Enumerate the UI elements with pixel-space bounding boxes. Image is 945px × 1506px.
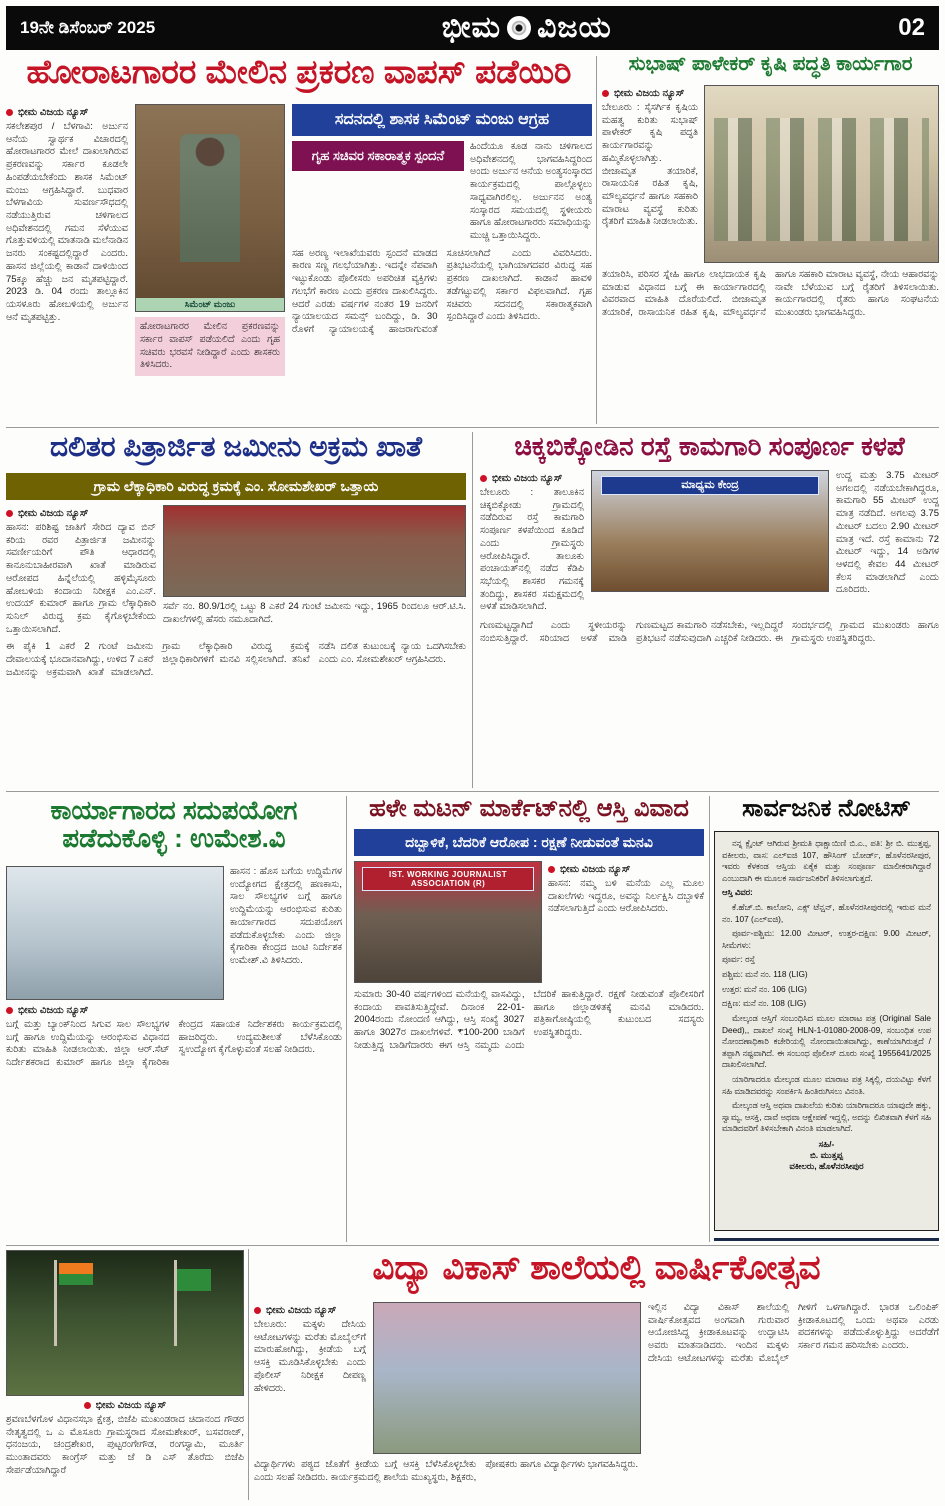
notice-box <box>714 831 939 1231</box>
byline-bullet-icon <box>6 109 13 116</box>
notice-paragraph: ಉತ್ತರ: ಮನೆ ನಂ. 106 (LIG) <box>722 983 807 994</box>
article-case-withdraw <box>6 54 592 424</box>
article-body: ಬೇಲೂರು: ಮಕ್ಕಳು ದೇಸಿಯ ಆಟೋಟಗಳನ್ನು ಮರೆತು ಮೊಬೈಲ್‌ಗೆ ಮಾರುಹೋಗಿದ್ದು, ಕ್ರೀಡೆಯ ಬಗ್ಗೆ ಆಸಕ್ತಿ ಮೂಡಿಸಿಕೊಳ್ಳಬೇಕು ಎಂದು ಪೊಲೀಸ್ ನಿರೀಕ್ಷಕ ದೀಪಣ್ಣ ಹೇಳಿದರು. <box>254 1319 366 1394</box>
farmers-group-photo <box>704 85 939 263</box>
notice-paragraph: ಮೇಲ್ಕಂಡ ಆಸ್ತಿಗೆ ಸಂಬಂಧಿಸಿದ ಮೂಲ ಮಾರಾಟ ಪತ್ರ (Original Sale Deed),, ದಾಖಲೆ ಸಂಖ್ಯೆ HLN-1-01080-2008-09, ಸಂಬಂಧಿತ ಉಪ ನೋಂದಣಾಧಿಕಾರಿ ಕಚೇರಿಯಲ್ಲಿ ನೋಂದಾಯಿತವಾಗಿದ್ದು, ಕಾಣೆಯಾಗಿರುತ್ತದೆ / ತಪ್ಪಾಗಿ ನಷ್ಟವಾಗಿದೆ. ಈ ಸಂಬಂಧ ಪೊಲೀಸ್ ದೂರು ಸಂಖ್ಯೆ 1955641/2025 ದಾಖಲಿಸಲಾಗಿದೆ. <box>722 1012 931 1070</box>
edition-date: 19ನೇ ಡಿಸೆಂಬರ್ 2025 <box>20 18 156 37</box>
notice-signature <box>722 1139 931 1172</box>
masthead-logo-icon <box>507 16 531 40</box>
article-road-work <box>480 432 939 788</box>
notice-paragraph: ಪಶ್ಚಿಮ: ಮನೆ ನಂ. 118 (LIG) <box>722 969 808 980</box>
notice-paragraph: ಆಸ್ತಿ ವಿವರ: <box>722 887 753 898</box>
column-divider <box>596 56 597 424</box>
notice-paragraph: ಮೇಲ್ಕಂಡ ಆಸ್ತಿ ಅಥವಾ ದಾಖಲೆಯ ಕುರಿತು ಯಾರಿಗಾದರೂ ಯಾವುದೇ ಹಕ್ಕು, ಸ್ವಾಮ್ಯ, ಆಸಕ್ತಿ, ದಾವೆ ಅಥವಾ ಆಕ್ಷೇಪಣೆ ಇದ್ದಲ್ಲಿ, ಅದನ್ನು ಲಿಖಿತವಾಗಿ ಕೆಳಗೆ ಸಹಿ ಮಾಡಿದವರಿಗೆ ತಿಳಿಸಬೇಕಾಗಿ ವಿನಂತಿ ಮಾಡಲಾಗಿದೆ. <box>722 1100 931 1134</box>
newspaper-title <box>442 11 612 45</box>
byline-text: ಭೀಮ ವಿಜಯ ನ್ಯೂಸ್ <box>266 1305 337 1316</box>
section-divider <box>6 791 939 792</box>
byline-bullet-icon <box>84 1402 91 1409</box>
section-divider <box>6 1245 939 1246</box>
column-divider <box>346 796 347 1242</box>
photo-banner-text: ಮಾಧ್ಯಮ ಕೇಂದ್ರ <box>601 476 818 495</box>
article-body-columns <box>6 641 466 759</box>
notice-sign-mark: ಸಹಿ/- <box>818 1139 835 1150</box>
byline <box>6 508 156 519</box>
workshop-photo <box>6 866 224 1000</box>
article-body-columns <box>480 620 939 788</box>
journalists-photo <box>354 861 542 983</box>
article-body: ಇಲ್ಲಿನ ವಿದ್ಯಾ ವಿಕಾಸ್ ಶಾಲೆಯಲ್ಲಿ ವಾರ್ಷಿಕೋತ್ಸವದ ಅಂಗವಾಗಿ ಗುರುವಾರ ಆಯೋಜಿಸಿದ್ದ ಕ್ರೀಡಾಕೂಟವನ್ನು ಉದ್ಘಾಟಿಸಿ ಅವರು ಮಾತನಾಡಿದರು. ಇಂದಿನ ಮಕ್ಕಳು ದೇಸಿಯ ಆಟೋಟಗಳನ್ನು ಮರೆತು ಮೊಬೈಲ್ ಗೀಳಿಗೆ ಒಳಗಾಗಿದ್ದಾರೆ. ಭಾರತ ಒಲಿಂಪಿಕ್ ಕ್ರೀಡಾಕೂಟದಲ್ಲಿ ಒಂದು ಅಥವಾ ಎರಡು ಪದಕಗಳನ್ನು ಪಡೆದುಕೊಳ್ಳುತ್ತಿದ್ದು ಅದರೆಡೆಗೆ ಸರ್ಕಾರ ಗಮನ ಹರಿಸಬೇಕು ಎಂದರು. <box>648 1302 939 1364</box>
article-farming-workshop <box>602 54 939 424</box>
notice-paragraph: ನನ್ನ ಕ್ಲೈಂಟ್ ಆಗಿರುವ ಶ್ರೀಮತಿ ಧಾಕ್ಷಾಯಿಣಿ ಬಿ.ಎ., ಪತಿ: ಶ್ರೀ ಬಿ. ಮುತ್ತಪ್ಪ, ವಕೀಲರು, ವಾಸ: ಎಲ್‌ಐಜಿ 107, ಹೌಸಿಂಗ್ ಬೋರ್ಡ್, ಹೊಳೆನರಸೀಪುರ, ಇವರು ಕೆಳಕಂಡ ಆಸ್ತಿಯ ಏಕೈಕ ಮತ್ತು ಸಂಪೂರ್ಣ ಮಾಲೀಕರಾಗಿದ್ದಾರೆ ಎಂಬುದಾಗಿ ಈ ಮೂಲಕ ಸಾರ್ವಜನಿಕರಿಗೆ ತಿಳಿಸಲಾಗುತ್ತದೆ. <box>722 838 931 883</box>
notice-paragraph: ಯಾರಿಗಾದರೂ ಮೇಲ್ಕಂಡ ಮೂಲ ಮಾರಾಟ ಪತ್ರ ಸಿಕ್ಕಲ್ಲಿ, ದಯವಿಟ್ಟು ಕೆಳಗೆ ಸಹಿ ಮಾಡಿದವರನ್ನು ಸಂಪರ್ಕಿಸಿ ಹಿಂತಿರುಗಿಸಲು ವಿನಂತಿ. <box>722 1073 931 1096</box>
subhead-maroon-box: ಗೃಹ ಸಚಿವರ ಸಕಾರಾತ್ಮಕ ಸ್ಪಂದನೆ <box>292 141 464 171</box>
article-body: ಸಕಲೇಶಪುರ / ಬೆಳಗಾವಿ: ಅರ್ಜುನ ಆನೆಯ ಸ್ವಾರ್ಥಕ ವಿಚಾರದಲ್ಲಿ ಹೋರಾಟಗಾರರ ಮೇಲೆ ದಾಖಲಾಗಿರುವ ಪ್ರಕರಣವನ್ನು ಸರ್ಕಾರ ಕೂಡಲೇ ಹಿಂಪಡೆಯಬೇಕೆಂದು ಶಾಸಕ ಸಿಮೆಂಟ್ ಮಂಜು ಆಗ್ರಹಿಸಿದ್ದಾರೆ. ಬುಧವಾರ ಬೆಳಗಾವಿಯ ಸುವರ್ಣಸೌಧದಲ್ಲಿ ನಡೆಯುತ್ತಿರುವ ಚಳಿಗಾಲದ ಅಧಿವೇಶನದಲ್ಲಿ ಗಮನ ಸೆಳೆಯುವ ಗೊತ್ತುವಳಿಯಲ್ಲಿ ಮಾತನಾಡಿ ಮಲೆನಾಡಿನ ಜನರು ಸಂಕಷ್ಟದಲ್ಲಿದ್ದಾರೆ ಎಂದರು. ಹಾಸನ ಜಿಲ್ಲೆಯಲ್ಲಿ ಕಾಡಾನೆ ದಾಳಿಯಿಂದ 75ಕ್ಕೂ ಹೆಚ್ಚು ಜನ ಮೃತಪಟ್ಟಿದ್ದಾರೆ. 2023 ಡಿ. 04 ರಂದು ತಾಲ್ಲೂಕಿನ ಯಸಳೂರು ಹೋಬಳಿಯಲ್ಲಿ ಅರ್ಜುನ ಆನೆ ಮೃತಪಟ್ಟಿತ್ತು. <box>6 121 128 323</box>
article-mutton-market <box>354 796 704 1242</box>
assembly-speaker-photo <box>135 104 285 312</box>
byline-text: ಭೀಮ ವಿಜಯ ನ್ಯೂಸ್ <box>18 508 89 519</box>
notice-sign-title: ವಕೀಲರು, ಹೊಳೆನರಸೀಪುರ <box>789 1161 864 1172</box>
article-body-columns <box>602 269 939 407</box>
headline-workshop-use: ಕಾರ್ಯಾಗಾರದ ಸದುಪಯೋಗ ಪಡೆದುಕೊಳ್ಳಿ : ಉಮೇಶ.ವಿ <box>50 796 298 854</box>
notice-title: ಸಾರ್ವಜನಿಕ ನೋಟಿಸ್ <box>742 796 911 822</box>
byline <box>254 1305 366 1316</box>
school-group-photo <box>373 1302 641 1454</box>
byline-text: ಭೀಮ ವಿಜಯ ನ್ಯೂಸ್ <box>95 1400 167 1411</box>
byline-bullet-icon <box>602 90 609 97</box>
byline-bullet-icon <box>254 1307 261 1314</box>
article-body: ಹಾಸನ: ಪರಿಶಿಷ್ಟ ಜಾತಿಗೆ ಸೇರಿದ ದ್ಯಾವ ಬಿನ್ ಕರಿಯ ರವರ ಪಿತ್ರಾರ್ಜಿತ ಜಮೀನನ್ನು ಸವರ್ಣೀಯರಿಗೆ ಪೌತಿ ಆಧಾರದಲ್ಲಿ ಕಾನೂನುಬಾಹೀರವಾಗಿ ಖಾತೆ ಮಾಡಿರುವ ಆರೋಪದ ಹಿನ್ನೆಲೆಯಲ್ಲಿ ಹಳ್ಳಿಮೈಸೂರು ಹೋಬಳಿಯ ಕಂದಾಯ ನಿರೀಕ್ಷಕ ಎಂ.ಎನ್. ಉದಯ್ ಕುಮಾರ್ ಹಾಗೂ ಗ್ರಾಮ ಲೆಕ್ಕಾಧಿಕಾರಿ ಸುನಿಲ್ ವಿರುದ್ಧ ಕ್ರಮ ಕೈಗೊಳ್ಳಬೇಕೆಂದು ಒತ್ತಾಯಿಸಲಾಗಿದೆ. <box>6 522 156 635</box>
article-body: ಬೇಲೂರು : ತಾಲೂಕಿನ ಚಿಕ್ಕಬಿಕ್ಕೋಡು ಗ್ರಾಮದಲ್ಲಿ ನಡೆದಿರುವ ರಸ್ತೆ ಕಾಮಗಾರಿ ಸಂಪೂರ್ಣ ಕಳಪೆಯಿಂದ ಕೂಡಿದೆ ಎಂದು ಗ್ರಾಮಸ್ಥರು ಆರೋಪಿಸಿದ್ದಾರೆ. ತಾಲೂಕು ಪಂಚಾಯತ್‌ನಲ್ಲಿ ನಡೆದ ಕೆಡಿಪಿ ಸಭೆಯಲ್ಲಿ ಶಾಸಕರ ಗಮನಕ್ಕೆ ತಂದಿದ್ದು, ಶಾಸಕರ ಸಮಕ್ಷಮದಲ್ಲಿ ಅಳತೆ ಮಾಡಿಸಲಾಗಿದೆ. <box>480 487 584 613</box>
headline-mutton-market: ಹಳೇ ಮಟನ್ ಮಾರ್ಕೆಟ್‌ನಲ್ಲಿ ಆಸ್ತಿ ವಿವಾದ <box>369 796 689 822</box>
article-workshop-use <box>6 796 342 1242</box>
article-body-columns <box>6 1019 342 1225</box>
byline <box>548 864 704 875</box>
column-divider <box>709 796 710 1242</box>
article-body: ಹಿಂದೆಯೂ ಕೂಡ ನಾನು ಚಳಿಗಾಲದ ಅಧಿವೇಶನದಲ್ಲಿ ಭಾಗವಹಿಸಿದ್ದರಿಂದ ಅಂದು ಅರ್ಜುನ ಆನೆಯ ಅಂತ್ಯಸಂಸ್ಕಾರದ ಕಾರ್ಯಕ್ರಮದಲ್ಲಿ ಪಾಲ್ಗೊಳ್ಳಲು ಸಾಧ್ಯವಾಗಿರಲಿಲ್ಲ. ಅರ್ಜುನನ ಅಂತ್ಯ ಸಂಸ್ಕಾರದ ಸಮಯದಲ್ಲಿ ಸ್ಥಳೀಯರು ಹಾಗೂ ಹೋರಾಟಗಾರರು ಸಮಾಧಿಯನ್ನು ಮುಚ್ಚಿ ಒತ್ತಾಯಿಸಿದ್ದರು. <box>470 141 592 242</box>
article-dalit-land <box>6 432 466 788</box>
byline-text: ಭೀಮ ವಿಜಯ ನ್ಯೂಸ್ <box>560 864 631 875</box>
photo-news-caption: ಶ್ರವಣಬೆಳಗೊಳ ವಿಧಾನಸಭಾ ಕ್ಷೇತ್ರ, ಬಿಜೆಪಿ ಮುಖಂಡರಾದ ಚಿದಾನಂದ ಗೌಡರ ನೇತೃತ್ವದಲ್ಲಿ ಒ ಎ ಮೊಸೂರು ಗ್ರಾಮಸ್ಥರಾದ ಸೋಮಶೇಖರ್, ಬಸವರಾಜ್, ಧನಂಜಯ, ಚಂದ್ರಶೇಖರ, ಪುಟ್ಟರಂಗೇಗೌಡ, ರಂಗಸ್ವಾಮಿ, ಮೂರ್ತಿ ಮುಂತಾದವರು ಕಾಂಗ್ರೆಸ್ ಮತ್ತು ಜೆ ಡಿ ಎಸ್ ತೊರೆದು ಬಿಜೆಪಿ ಸೇರ್ಪಡೆಯಾಗಿದ್ದಾರೆ <box>6 1414 244 1476</box>
public-notice <box>714 796 939 1242</box>
byline <box>6 1400 244 1411</box>
article-body: ತಯಾರಿಸಿ, ಪರಿಸರ ಸ್ನೇಹಿ ಹಾಗೂ ಲಾಭದಾಯಕ ಕೃಷಿ ಮಾಡುವ ವಿಧಾನದ ಬಗ್ಗೆ ಈ ಕಾರ್ಯಾಗಾರದಲ್ಲಿ ವಿವರವಾದ ಮಾಹಿತಿ ದೊರೆಯಲಿದೆ. ಬೀಜಾಮೃತ ತಯಾರಿಕೆ, ರಾಸಾಯನಿಕ ರಹಿತ ಕೃಷಿ, ಮೌಲ್ಯವರ್ಧನೆ ಹಾಗೂ ಸಹಕಾರಿ ಮಾರಾಟ ವ್ಯವಸ್ಥೆ, ನೇಯ ಆಹಾರವನ್ನು ನಾವೇ ಬೆಳೆಯುವ ಬಗ್ಗೆ ರೈತರಿಗೆ ತಿಳಿಸಲಾಯಿತು. ಕಾರ್ಯಗಾರದಲ್ಲಿ ರೈತರು ಹಾಗೂ ಸಂಘಟನೆಯ ಮುಖಂಡರು ಭಾಗವಹಿಸಿದ್ದರು. <box>602 269 939 319</box>
notice-paragraph: ಪೂರ್ವ-ಪಶ್ಚಿಮ: 12.00 ಮೀಟರ್, ಉತ್ತರ-ದಕ್ಷಿಣ: 9.00 ಮೀಟರ್, ಸೀಮೆಗಳು: <box>722 928 931 950</box>
article-body: ಉದ್ದ ಮತ್ತು 3.75 ಮೀಟರ್ ಅಗಲದಲ್ಲಿ ನಡೆಯಬೇಕಾಗಿದ್ದರೂ, ಕಾಮಗಾರಿ 55 ಮೀಟರ್ ಉದ್ದ ಮಾತ್ರ ನಡೆದಿದೆ. ಅಗಲವು 3.75 ಮೀಟರ್ ಬದಲು 2.90 ಮೀಟರ್ ಮಾತ್ರ ಇದೆ. ರಸ್ತೆ ಕಾಮಾನು 72 ಮೀಟರ್ ಇದ್ದು, 14 ಅಡಿಗಳ ಆಳದಲ್ಲಿ ಕೇವಲ 44 ಮೀಟರ್ ಕೆಲಸ ಮಾಡಲಾಗಿದೆ ಎಂದು ದೂರಿದರು. <box>836 470 939 596</box>
byline <box>6 107 128 118</box>
article-body: ಹಾಸನ : ಹೊಸ ಬಗೆಯ ಉದ್ದಿಮೆಗಳ ಉದ್ಯೋಗದ ಕ್ಷೇತ್ರದಲ್ಲಿ ಹಣಕಾಸು, ಸಾಲ ಸೌಲಭ್ಯಗಳ ಬಗ್ಗೆ ಹಾಗೂ ಉದ್ದಿಮೆಯನ್ನು ಆರಂಭಿಸುವ ಕುರಿತು ಕಾರ್ಯಾಗಾರದ ಸದುಪಯೋಗ ಪಡೆದುಕೊಳ್ಳಬೇಕು ಎಂದು ಜಿಲ್ಲಾ ಕೈಗಾರಿಕಾ ಕೇಂದ್ರದ ಜಂಟಿ ನಿರ್ದೇಶಕ ಉಮೇಶ್.ವಿ ತಿಳಿಸಿದರು. <box>230 866 342 967</box>
page-number: 02 <box>898 14 925 41</box>
headline-annual-day: ವಿದ್ಯಾ ವಿಕಾಸ್ ಶಾಲೆಯಲ್ಲಿ ವಾರ್ಷಿಕೋತ್ಸವ <box>372 1250 821 1287</box>
article-body: ಸಹ ಅರಣ್ಯ ಇಲಾಖೆಯವರು ಸ್ಪಂದನೆ ಮಾಡದ ಕಾರಣ ಸಣ್ಣ ಗಲಭೆಯಾಗಿತ್ತು. ಇದನ್ನೇ ನೆಪವಾಗಿ ಇಟ್ಟುಕೊಂಡು ಪೊಲೀಸರು ಅಪರಿಚಿತ ವ್ಯಕ್ತಿಗಳು ಗಲಭೆಗೆ ಕಾರಣ ಎಂದು ಪ್ರಕರಣ ದಾಖಲಿಸಿದ್ದರು. ಆದರೆ ಎರಡು ವರ್ಷಗಳ ನಂತರ 19 ಜನರಿಗೆ ನ್ಯಾಯಾಲಯದ ಸಮನ್ಸ್ ಬಂದಿದ್ದು, ಡಿ. 30 ರೊಳಗೆ ನ್ಯಾಯಾಲಯಕ್ಕೆ ಹಾಜರಾಗುವಂತೆ ಸೂಚಿಸಲಾಗಿದೆ ಎಂದು ವಿವರಿಸಿದರು. <box>292 247 592 336</box>
article-body: ಬಗ್ಗೆ ಮತ್ತು ಬ್ಯಾಂಕ್‌ನಿಂದ ಸಿಗುವ ಸಾಲ ಸೌಲಭ್ಯಗಳ ಬಗ್ಗೆ ಹಾಗೂ ಉದ್ದಿಮೆಯನ್ನು ಆರಂಭಿಸುವ ವಿಧಾನದ ಕುರಿತು ಮಾಹಿತಿ ನೀಡಲಾಯಿತು. ಜಿಲ್ಲಾ ಆರ್.ಸೆಟ್ ನಿರ್ದೇಶಕರಾದ ಕುಮಾರ್ ಹಾಗೂ ಜಿಲ್ಲಾ ಕೈಗಾರಿಕಾ ಕೇಂದ್ರದ ಸಹಾಯಕ ನಿರ್ದೇಶಕರು ಕಾರ್ಯಕ್ರಮದಲ್ಲಿ ಹಾಜರಿದ್ದರು. ಉದ್ಯಮಶೀಲತೆ ಬೆಳೆಸಿಕೊಂಡು ಸ್ವಉದ್ಯೋಗ ಕೈಗೊಳ್ಳುವಂತೆ ಸಲಹೆ ನೀಡಿದರು. <box>6 1019 342 1069</box>
headline-case-withdraw: ಹೋರಾಟಗಾರರ ಮೇಲಿನ ಪ್ರಕರಣ ವಾಪಸ್ ಪಡೆಯಿರಿ <box>26 54 572 90</box>
byline-text: ಭೀಮ ವಿಜಯ ನ್ಯೂಸ್ <box>614 88 685 99</box>
article-body-columns <box>254 1459 939 1493</box>
notice-paragraph: ದಕ್ಷಿಣ: ಮನೆ ನಂ. 108 (LIG) <box>722 998 807 1009</box>
headline-dalit-land: ದಲಿತರ ಪಿತ್ರಾರ್ಜಿತ ಜಮೀನು ಅಕ್ರಮ ಖಾತೆ <box>50 432 422 462</box>
article-annual-day <box>254 1250 939 1500</box>
column-divider <box>248 1249 249 1500</box>
subhead-blue-bar: ಸದನದಲ್ಲಿ ಶಾಸಕ ಸಿಮೆಂಟ್ ಮಂಜು ಆಗ್ರಹ <box>292 104 592 136</box>
article-body-columns <box>354 989 704 1237</box>
flags-outdoor-photo <box>6 1250 244 1396</box>
article-body: ವಿದ್ಯಾರ್ಥಿಗಳು ಪಠ್ಯದ ಜೊತೆಗೆ ಕ್ರೀಡೆಯ ಬಗ್ಗೆ ಆಸಕ್ತಿ ಬೆಳೆಸಿಕೊಳ್ಳಬೇಕು ಎಂದು ಸಲಹೆ ನೀಡಿದರು. ಕಾರ್ಯಕ್ರಮದಲ್ಲಿ ಶಾಲೆಯ ಮುಖ್ಯಸ್ಥರು, ಶಿಕ್ಷಕರು, ಪೋಷಕರು ಹಾಗೂ ವಿದ್ಯಾರ್ಥಿಗಳು ಭಾಗವಹಿಸಿದ್ದರು. <box>254 1459 639 1483</box>
byline <box>602 88 698 99</box>
byline-bullet-icon <box>6 510 13 517</box>
notice-sign-name: ಬಿ. ಮುತ್ತಪ್ಪ <box>810 1150 843 1161</box>
notice-bottom-rule <box>714 1238 939 1241</box>
newspaper-title-right: ವಿಜಯ <box>537 11 612 44</box>
masthead <box>6 6 939 50</box>
article-body: ಪ್ರತಿಭಟನೆಯಲ್ಲಿ ಭಾಗಿಯಾಗದವರ ವಿರುದ್ಧ ಸಹ ಪ್ರಕರಣ ದಾಖಲಾಗಿದೆ. ಕಾಡಾನೆ ಹಾವಳಿ ತಡೆಗಟ್ಟುವಲ್ಲಿ ಸರ್ಕಾರ ವಿಫಲವಾಗಿದೆ. ಗೃಹ ಸಚಿವರು ಸದನದಲ್ಲಿ ಸಕಾರಾತ್ಮಕವಾಗಿ ಸ್ಪಂದಿಸಿದ್ದಾರೆ ಎಂದು ತಿಳಿಸಿದರು. <box>446 260 592 323</box>
article-body: ಈ ಪೈಕಿ 1 ಎಕರೆ 2 ಗುಂಟೆ ಜಮೀನು ದೇವಾಲಯಕ್ಕೆ ಭೂದಾನವಾಗಿದ್ದು, ಉಳಿದ 7 ಎಕರೆ ಜಮೀನನ್ನು ಅಕ್ರಮವಾಗಿ ಖಾತೆ ಮಾಡಲಾಗಿದೆ. ಗ್ರಾಮ ಲೆಕ್ಕಾಧಿಕಾರಿ ವಿರುದ್ಧ ಕ್ರಮಕ್ಕೆ ಜಿಲ್ಲಾಧಿಕಾರಿಗಳಿಗೆ ಮನವಿ ಸಲ್ಲಿಸಲಾಗಿದೆ. ತನಿಖೆ ನಡೆಸಿ ದಲಿತ ಕುಟುಂಬಕ್ಕೆ ನ್ಯಾಯ ಒದಗಿಸಬೇಕು ಎಂದು ಎಂ. ಸೋಮಶೇಖರ್ ಆಗ್ರಹಿಸಿದರು. <box>6 641 466 678</box>
article-bjp-join <box>6 1250 244 1500</box>
headline-road-work: ಚಿಕ್ಕಬಿಕ್ಕೋಡಿನ ರಸ್ತೆ ಕಾಮಗಾರಿ ಸಂಪೂರ್ಣ ಕಳಪೆ <box>514 432 905 461</box>
article-body-columns <box>648 1302 939 1454</box>
byline-bullet-icon <box>480 475 487 482</box>
article-body-columns <box>292 248 592 424</box>
subhead-olive-bar: ಗ್ರಾಮ ಲೆಕ್ಕಾಧಿಕಾರಿ ವಿರುದ್ಧ ಕ್ರಮಕ್ಕೆ ಎಂ. ಸೋಮಶೇಖರ್ ಒತ್ತಾಯ <box>6 473 466 500</box>
headline-farming-workshop: ಸುಭಾಷ್ ಪಾಳೇಕರ್ ಕೃಷಿ ಪದ್ಧತಿ ಕಾರ್ಯಗಾರ <box>628 54 913 75</box>
dais-event-photo <box>163 505 466 597</box>
byline <box>480 473 584 484</box>
press-meet-photo <box>591 470 829 592</box>
subhead-blue-bar: ದಬ್ಬಾಳಿಕೆ, ಬೆದರಿಕೆ ಆರೋಪ : ರಕ್ಷಣೆ ನೀಡುವಂತೆ ಮನವಿ <box>354 829 704 856</box>
highlight-paragraph: ಹೋರಾಟಗಾರರ ಮೇಲಿನ ಪ್ರಕರಣವನ್ನು ಸರ್ಕಾರ ವಾಪಸ್ ಪಡೆಯಲಿದೆ ಎಂದು ಗೃಹ ಸಚಿವರು ಭರವಸೆ ನೀಡಿದ್ದಾರೆ ಎಂದು ಶಾಸಕರು ತಿಳಿಸಿದರು. <box>135 317 285 376</box>
article-body: ಗುಣಮಟ್ಟದ್ದಾಗಿದೆ ಎಂದು ಸ್ಥಳೀಯರನ್ನು ನಂಬಿಸುತ್ತಿದ್ದಾರೆ. ಸರಿಯಾದ ಅಳತೆ ಮಾಡಿ ಗುಣಮಟ್ಟದ ಕಾಮಗಾರಿ ನಡೆಸಬೇಕು, ಇಲ್ಲದಿದ್ದರೆ ಪ್ರತಿಭಟನೆ ನಡೆಸುವುದಾಗಿ ಎಚ್ಚರಿಕೆ ನೀಡಿದರು. ಈ ಸಂದರ್ಭದಲ್ಲಿ ಗ್ರಾಮದ ಮುಖಂಡರು ಹಾಗೂ ಗ್ರಾಮಸ್ಥರು ಉಪಸ್ಥಿತರಿದ್ದರು. <box>480 620 939 644</box>
article-body: ಸುಮಾರು 30-40 ವರ್ಷಗಳಿಂದ ಮನೆಯಲ್ಲಿ ವಾಸವಿದ್ದು, ಕಂದಾಯ ಪಾವತಿಸುತ್ತಿದ್ದೇವೆ. ದಿನಾಂಕ 22-01-2004ರಂದು ನೋಂದಣಿ ಆಗಿದ್ದು, ಆಸ್ತಿ ಸಂಖ್ಯೆ 3027 ಹಾಗೂ 3027ರ ದಾಖಲೆಗಳಿವೆ. ₹100-200 ಬಾಡಿಗೆ ನೀಡುತ್ತಿದ್ದ ಬಾಡಿಗೆದಾರರು ಈಗ ಆಸ್ತಿ ನಮ್ಮದು ಎಂದು ಬೆದರಿಕೆ ಹಾಕುತ್ತಿದ್ದಾರೆ. ರಕ್ಷಣೆ ನೀಡುವಂತೆ ಪೊಲೀಸರಿಗೆ ಹಾಗೂ ಜಿಲ್ಲಾಡಳಿತಕ್ಕೆ ಮನವಿ ಮಾಡಿದರು. ಪತ್ರಿಕಾಗೋಷ್ಠಿಯಲ್ಲಿ ಕುಟುಂಬದ ಸದಸ್ಯರು ಉಪಸ್ಥಿತರಿದ್ದರು. <box>354 989 704 1051</box>
column-divider <box>472 432 473 788</box>
notice-paragraph: ಪೂರ್ವ: ರಸ್ತೆ <box>722 954 756 965</box>
byline <box>6 1005 342 1016</box>
notice-paragraph: ಕೆ.ಹೆಚ್.ಬಿ. ಕಾಲೋನಿ, ಎಕ್ಸ್ ಟೆನ್ಷನ್, ಹೊಳೆನರಸೀಪುರದಲ್ಲಿ ಇರುವ ಮನೆ ನಂ. 107 (ಎಲ್‌ಐಜಿ), <box>722 902 931 924</box>
byline-text: ಭೀಮ ವಿಜಯ ನ್ಯೂಸ್ <box>18 107 89 118</box>
photo-banner-text: IST. WORKING JOURNALIST ASSOCIATION (R) <box>362 867 533 891</box>
article-body: ಬೇಲೂರು : ಸೈಸರ್ಗಿಕ ಕೃಷಿಯ ಮಹತ್ವ ಕುರಿತು ಸುಭಾಷ್ ಪಾಳೇಕರ್ ಕೃಷಿ ಪದ್ಧತಿ ಕಾರ್ಯಗಾರವನ್ನು ಹಮ್ಮಿಕೊಳ್ಳಲಾಗಿತ್ತು. ಬೀಜಾಮೃತ ತಯಾರಿಕೆ, ರಾಸಾಯನಿಕ ರಹಿತ ಕೃಷಿ, ಮೌಲ್ಯವರ್ಧನೆ ಹಾಗೂ ಸಹಕಾರಿ ಮಾರಾಟ ವ್ಯವಸ್ಥೆ ಕುರಿತು ರೈತರಿಗೆ ಮಾಹಿತಿ ನೀಡಲಾಯಿತು. <box>602 102 698 228</box>
section-divider <box>6 427 939 428</box>
byline-bullet-icon <box>6 1007 13 1014</box>
article-body: ಸರ್ವೆ ನಂ. 80.9/1ರಲ್ಲಿ ಒಟ್ಟು 8 ಎಕರೆ 24 ಗುಂಟೆ ಜಮೀನು ಇದ್ದು, 1965 ರಿಂದಲೂ ಆರ್.ಟಿ.ಸಿ. ದಾಖಲೆಗಳಲ್ಲಿ ಹೆಸರು ನಮೂದಾಗಿದೆ. <box>163 601 466 625</box>
article-body: ಹಾಸನ: ನಮ್ಮ ಬಳಿ ಮನೆಯ ಎಲ್ಲ ಮೂಲ ದಾಖಲೆಗಳು ಇದ್ದರೂ, ಅವನ್ನು ನಿರ್ಲಕ್ಷಿಸಿ ದಬ್ಬಾಳಿಕೆ ನಡೆಸಲಾಗುತ್ತಿದೆ ಎಂದು ಆರೋಪಿಸಿದರು. <box>548 878 704 915</box>
photo-caption: ಸಿಮೆಂಟ್ ಮಂಜು <box>136 298 284 311</box>
newspaper-title-left: ಭೀಮ <box>441 11 502 44</box>
byline-text: ಭೀಮ ವಿಜಯ ನ್ಯೂಸ್ <box>492 473 563 484</box>
byline-text: ಭೀಮ ವಿಜಯ ನ್ಯೂಸ್ <box>18 1005 89 1016</box>
byline-bullet-icon <box>548 866 555 873</box>
